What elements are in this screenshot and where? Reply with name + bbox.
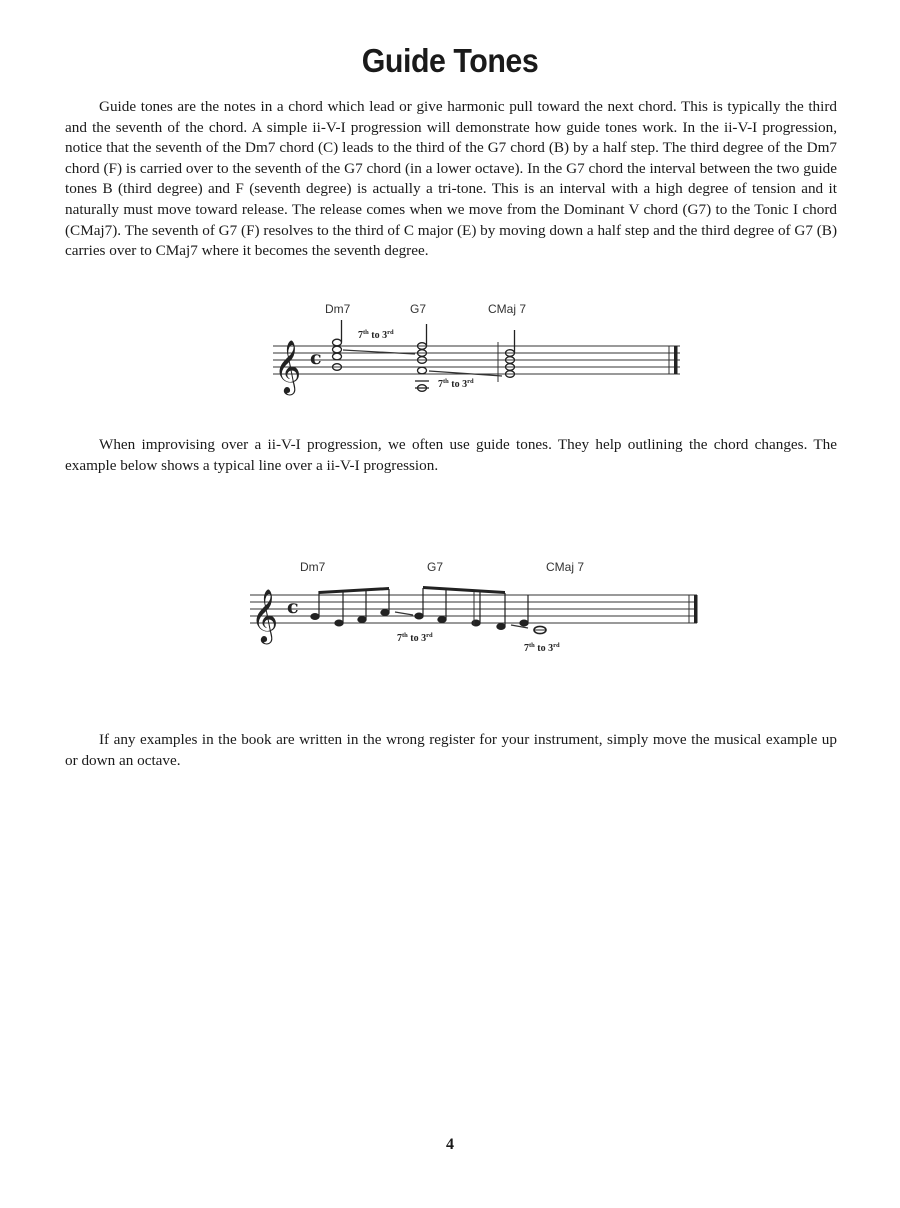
annotation-7th-to-3rd-second: 7th to 3rd: [524, 642, 560, 654]
paragraph-improvising: When improvising over a ii-V-I progression, we often use guide tones. They help outlining the chord changes. The example below shows a typical line over a ii-V-I progression.: [65, 436, 837, 474]
annotation-7th-to-3rd-lower: 7th to 3rd: [438, 378, 474, 390]
treble-clef-icon: 𝄞: [251, 588, 279, 642]
chord-label-dm7: Dm7: [300, 560, 326, 574]
chord-label-g7: G7: [410, 302, 427, 316]
annotation-7th-to-3rd-upper: 7th to 3rd: [358, 329, 394, 341]
common-time-icon: c: [310, 347, 322, 369]
beams: [319, 586, 505, 594]
cmaj7-chord-notes: [506, 330, 515, 377]
paragraph-register-note: If any examples in the book are written in the wrong register for your instrument, simply move the musical example up or down an octave.: [65, 731, 837, 769]
paragraph-intro: Guide tones are the notes in a chord which lead or give harmonic pull toward the next chord. This is typically the third and the seventh of the chord. A simple ii-V-I progression will demonstrate how guide tones work. In the ii-V-I progression, notice that the seventh of the Dm7 chord (C) leads to the third of the G7 chord (B) by a half step. The third degree of the Dm7 chord (F) is carried over to the seventh of the G7 chord (in a lower octave). In the G7 chord the interval between the two guide tones B (third degree) and F (seventh degree) is actually a tri-tone. This is an interval with a high degree of tension and it naturally must move toward release. The release comes when we move from the Dominant V chord (G7) to the Tonic I chord (CMaj7). The seventh of G7 (F) resolves to the third of C major (E) by moving down a half step and the third degree of G7 (B) carries over to CMaj7 where it becomes the seventh degree.: [65, 98, 837, 260]
melody-notes: [311, 610, 546, 634]
guide-tone-line-1: [395, 612, 413, 615]
g7-chord-notes: [415, 324, 429, 391]
page-title: Guide Tones: [361, 42, 539, 79]
guide-tone-chord-example: [265, 296, 685, 406]
chord-label-dm7: Dm7: [325, 302, 351, 316]
guide-tone-line-example: [245, 555, 705, 665]
chord-label-cmaj7: CMaj 7: [546, 560, 585, 574]
chord-label-cmaj7: CMaj 7: [488, 302, 527, 316]
treble-clef-icon: 𝄞: [274, 339, 302, 393]
chord-symbols: [325, 302, 526, 316]
dm7-chord-notes: [333, 320, 342, 370]
note-stems: [319, 588, 528, 626]
chord-label-g7: G7: [427, 560, 444, 574]
common-time-icon: c: [287, 596, 299, 618]
chord-symbols: [300, 560, 584, 574]
annotation-7th-to-3rd-first: 7th to 3rd: [397, 632, 433, 644]
page-number: 4: [446, 1136, 454, 1153]
